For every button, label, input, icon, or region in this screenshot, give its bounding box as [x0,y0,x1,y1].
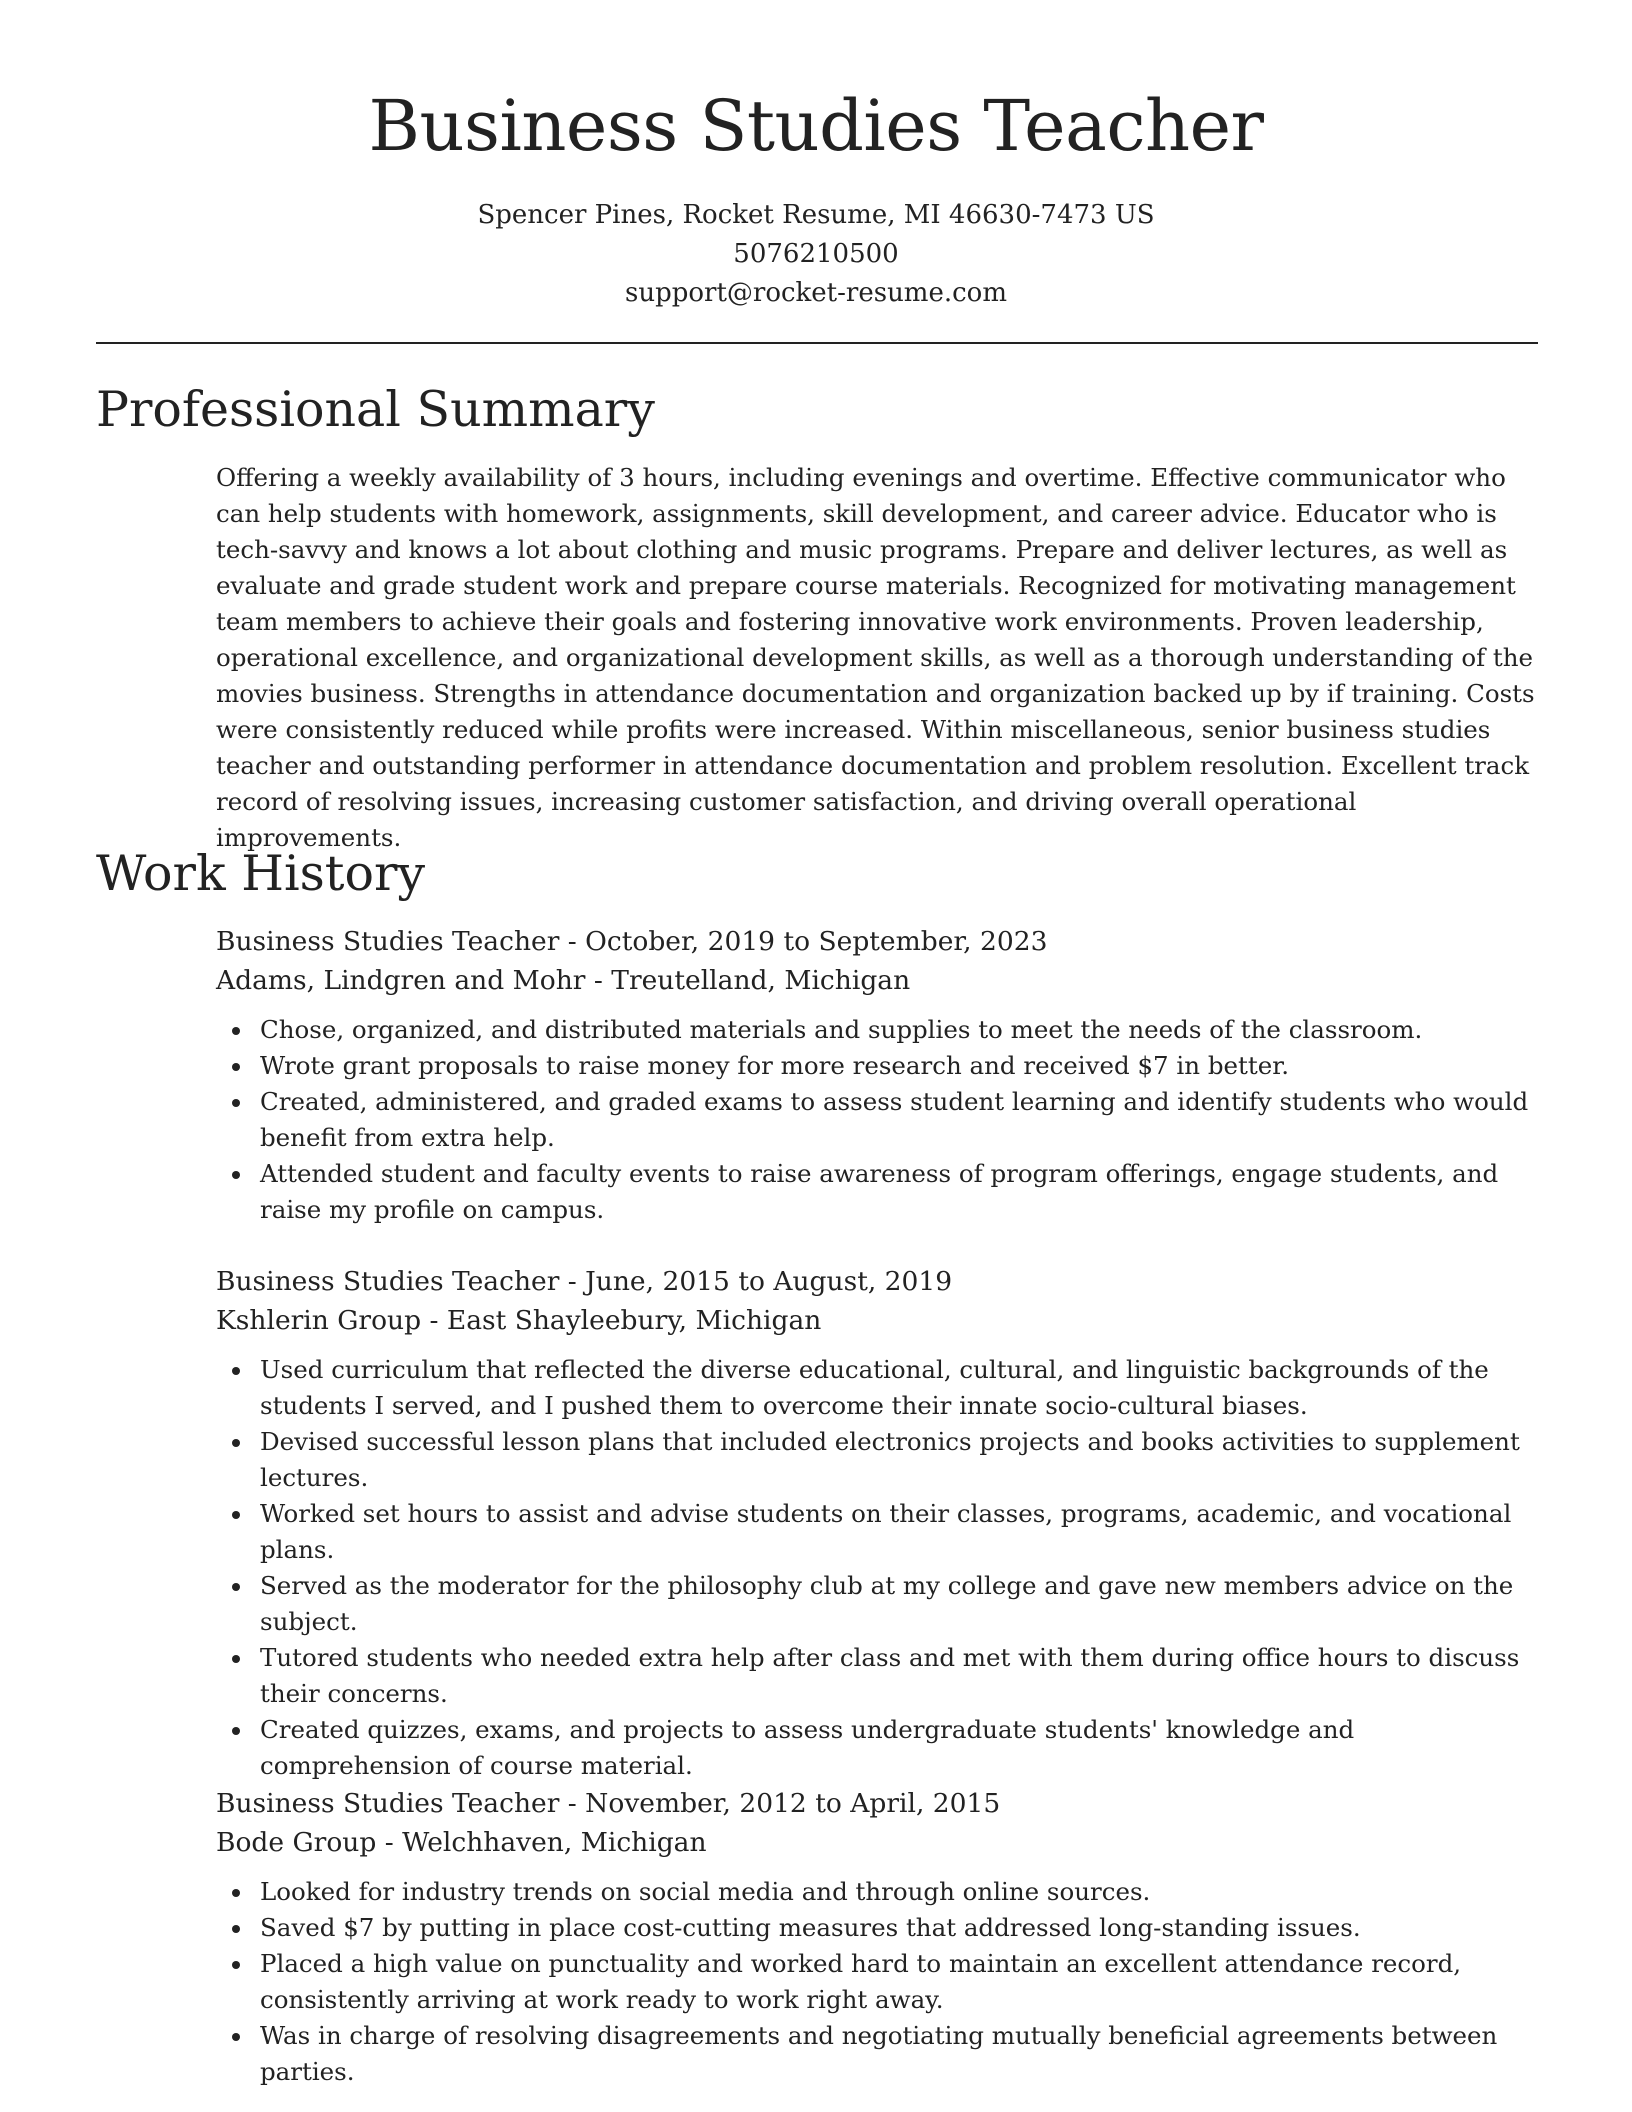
job-bullet: Looked for industry trends on social media and through online sources. [260,1874,1541,1910]
job-bullets [216,1012,1541,1228]
header-divider [96,342,1538,344]
job-bullet: Created quizzes, exams, and projects to assess undergraduate students' knowledge and comprehension of course material. [260,1712,1541,1784]
job-bullet: Tutored students who needed extra help after class and met with them during office hours to discuss their concerns. [260,1640,1541,1712]
job-bullet: Placed a high value on punctuality and worked hard to maintain an excellent attendance record, consistently arriving at work ready to work right away. [260,1946,1541,2018]
job-bullet: Chose, organized, and distributed materials and supplies to meet the needs of the classroom. [260,1012,1541,1048]
job-title-line [216,922,1541,961]
job-location: - Welchhaven, Michigan [376,1827,707,1858]
job-bullet: Used curriculum that reflected the diverse educational, cultural, and linguistic backgrounds of the students I served, and I pushed them to overcome their innate socio-cultural biases. [260,1352,1541,1424]
job-entry [216,922,1541,1228]
job-title-line [216,1262,1541,1301]
job-dates: - November, 2012 to April, 2015 [559,1788,1001,1819]
job-company-line [216,1301,1541,1340]
job-company: Kshlerin Group [216,1305,422,1336]
job-bullet: Saved $7 by putting in place cost-cutting measures that addressed long-standing issues. [260,1910,1541,1946]
resume-header [0,0,1632,313]
job-bullet: Attended student and faculty events to raise awareness of program offerings, engage students, and raise my profile on campus. [260,1156,1541,1228]
job-bullet: Wrote grant proposals to raise money for more research and received $7 in better. [260,1048,1541,1084]
resume-title: Business Studies Teacher [368,85,1264,167]
job-title: Business Studies Teacher [216,926,560,957]
job-company-line [216,961,1541,1000]
job-company: Bode Group [216,1827,377,1858]
job-location: - Treutelland, Michigan [585,965,911,996]
job-bullet: Worked set hours to assist and advise students on their classes, programs, academic, and vocational plans. [260,1496,1541,1568]
job-bullet: Served as the moderator for the philosophy club at my college and gave new members advice on the subject. [260,1568,1541,1640]
contact-email: support@rocket-resume.com [624,278,1007,308]
contact-phone: 5076210500 [733,239,899,269]
summary-section [216,460,1541,856]
job-dates: - October, 2019 to September, 2023 [559,926,1048,957]
job-location: - East Shayleebury, Michigan [421,1305,822,1336]
summary-text: Offering a weekly availability of 3 hours, including evenings and overtime. Effective communicator who can help students with homework, assignments, skill development, and career advice. Educator who is tech-savvy and knows a lot about clothing and music programs. Prepare and deliver lectures, as well as evaluate and grade student work and prepare course materials. Recognized for motivating management team members to achieve their goals and fostering innovative work environments. Proven leadership, operational excellence, and organizational development skills, as well as a thorough understanding of the movies business. Strengths in attendance documentation and organization backed up by if training. Costs were consistently reduced while profits were increased. Within miscellaneous, senior business studies teacher and outstanding performer in attendance documentation and problem resolution. Excellent track record of resolving issues, increasing customer satisfaction, and driving overall operational improvements. [216,463,1535,852]
contact-info [0,196,1632,313]
job-company-line [216,1823,1541,1862]
job-bullets [216,1874,1541,2090]
job-title-line [216,1784,1541,1823]
job-title: Business Studies Teacher [216,1788,560,1819]
job-bullets [216,1352,1541,1784]
summary-heading: Professional Summary [96,381,655,438]
job-title: Business Studies Teacher [216,1266,560,1297]
contact-address: Spencer Pines, Rocket Resume, MI 46630-7473 US [477,200,1155,230]
job-bullet: Was in charge of resolving disagreements and negotiating mutually beneficial agreements between parties. [260,2018,1541,2090]
job-bullet: Created, administered, and graded exams to assess student learning and identify students who would benefit from extra help. [260,1084,1541,1156]
job-bullet: Devised successful lesson plans that included electronics projects and books activities to supplement lectures. [260,1424,1541,1496]
work-history-heading: Work History [96,845,426,902]
job-company: Adams, Lindgren and Mohr [216,965,586,996]
job-entry [216,1784,1541,2090]
job-dates: - June, 2015 to August, 2019 [559,1266,953,1297]
job-entry [216,1262,1541,1784]
